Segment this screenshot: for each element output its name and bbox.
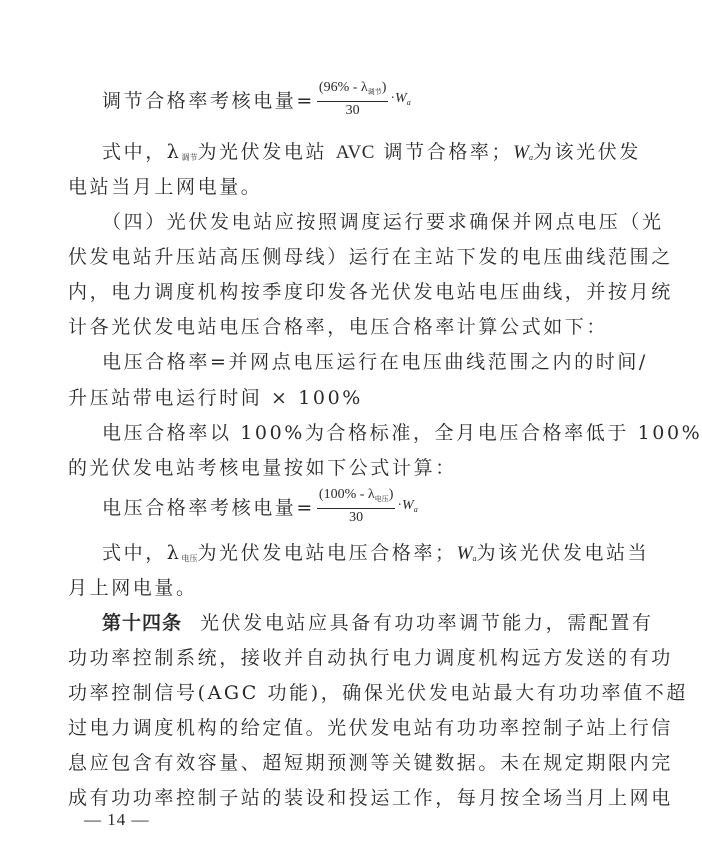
formula-numerator: $(100\% - \lambda_{电压})$ [317, 486, 395, 509]
formula-multiplier: $\cdot W_a$ [390, 91, 411, 107]
paragraph-line: 过电力调度机构的给定值。光伏发电站有功功率控制子站上行信 [68, 717, 673, 739]
paragraph-line: 内，电力调度机构按季度印发各光伏发电站电压曲线，并按月统 [68, 281, 673, 303]
paragraph-line: 电站当月上网电量。 [68, 176, 263, 198]
paragraph-line: 功功率控制系统，接收并自动执行电力调度机构远方发送的有功 [68, 647, 673, 669]
paragraph-line: 式中，$\lambda_{调节}$为光伏发电站 AVC 调节合格率；$W_a$为该光伏发 [102, 141, 641, 163]
paragraph-line: 电压合格率以 100%为合格标准，全月电压合格率低于 100% [102, 422, 702, 444]
formula-fraction [317, 79, 388, 119]
formula-fraction [317, 486, 395, 526]
formula-denominator: 30 [349, 510, 364, 525]
formula-regulation-assessment [102, 77, 411, 121]
paragraph-line: （四）光伏发电站应按照调度运行要求确保并网点电压（光 [102, 211, 664, 233]
paragraph-line: 升压站带电运行时间 × 100% [68, 387, 363, 409]
article-14-first-line: 第十四条 光伏发电站应具备有功功率调节能力，需配置有 [102, 612, 654, 634]
formula-multiplier: $\cdot W_a$ [397, 498, 418, 514]
paragraph-line: 的光伏发电站考核电量按如下公式计算： [68, 457, 457, 479]
page-number: — 14 — [84, 810, 150, 829]
paragraph-line: 伏发电站升压站高压侧母线）运行在主站下发的电压曲线范围之 [68, 246, 673, 268]
formula-denominator: 30 [345, 103, 360, 118]
formula-numerator: $(96\% - \lambda_{调节})$ [317, 79, 388, 102]
formula-voltage-assessment [102, 484, 418, 528]
paragraph-line: 月上网电量。 [68, 577, 198, 599]
article-heading: 第十四条 [102, 612, 183, 634]
formula-label: 调节合格率考核电量= [102, 89, 315, 112]
paragraph-line: 式中，$\lambda_{电压}$为光伏发电站电压合格率；$W_a$为该光伏发电站当 [102, 542, 650, 564]
paragraph-line: 成有功功率控制子站的装设和投运工作，每月按全场当月上网电 [68, 787, 673, 809]
paragraph-line: 息应包含有效容量、超短期预测等关键数据。未在规定期限内完 [68, 752, 673, 774]
paragraph-line: 电压合格率=并网点电压运行在电压曲线范围之内的时间/ [102, 351, 648, 373]
formula-label: 电压合格率考核电量= [102, 496, 315, 519]
paragraph-line: 功率控制信号(AGC 功能)，确保光伏发电站最大有功功率值不超 [68, 682, 688, 704]
paragraph-line: 计各光伏发电站电压合格率，电压合格率计算公式如下： [68, 316, 609, 338]
